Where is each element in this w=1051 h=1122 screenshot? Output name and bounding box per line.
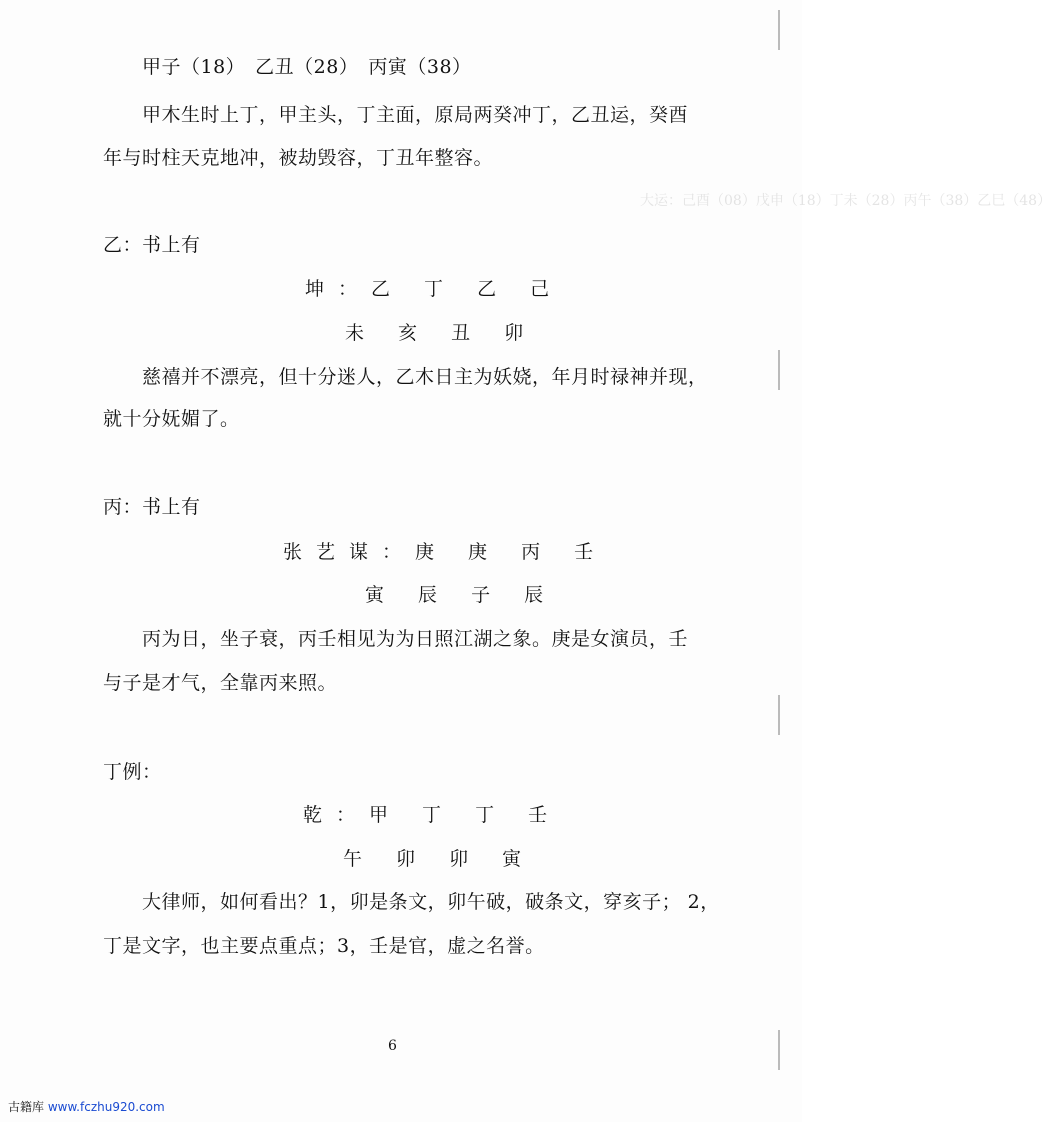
- text-line-9: 丙：书上有: [103, 496, 201, 518]
- text-line-7: 慈禧并不漂亮，但十分迷人，乙木日主为妖娆，年月时禄神并现，: [142, 366, 708, 388]
- bazi-chart-branches-3: 午 卯 卯 寅: [343, 848, 536, 870]
- bazi-chart-branches-1: 未 亥 丑 卯: [345, 322, 538, 344]
- text-line-8: 就十分妩媚了。: [103, 408, 240, 430]
- footer-site: www.fczhu920.com: [47, 1100, 165, 1114]
- text-line-13: 与子是才气，全靠丙来照。: [103, 672, 338, 694]
- text-line-3: 年与时柱天克地冲，被劫毁容，丁丑年整容。: [103, 147, 494, 169]
- text-line-18: 丁是文字，也主要点重点；3，壬是官，虚之名誉。: [103, 935, 545, 957]
- scan-edge-mark: [768, 10, 780, 50]
- page-number: 6: [388, 1038, 397, 1054]
- bazi-chart-stems-3: 乾：甲 丁 丁 壬: [303, 804, 562, 826]
- bazi-chart-stems-1: 坤：乙 丁 乙 己: [305, 278, 564, 300]
- scan-edge-mark: [768, 350, 780, 390]
- text-line-2: 甲木生时上丁，甲主头，丁主面，原局两癸冲丁，乙丑运，癸酉: [142, 104, 689, 126]
- scan-edge-mark: [768, 1030, 780, 1070]
- footer-watermark: [8, 1098, 165, 1115]
- text-line-17: 大律师，如何看出？1，卯是条文，卯午破，破条文，穿亥子； 2，: [142, 891, 720, 913]
- bleed-through-text: 大运：己酉（08）戊申（18）丁未（28）丙午（38）乙巳（48）: [640, 193, 1051, 209]
- text-line-14: 丁例：: [103, 761, 162, 783]
- footer-label: 古籍库: [8, 1100, 45, 1114]
- text-line-4: 乙：书上有: [103, 234, 201, 256]
- scan-edge-mark: [768, 695, 780, 735]
- text-line-12: 丙为日，坐子衰，丙壬相见为为日照江湖之象。庚是女演员，壬: [142, 628, 689, 650]
- bazi-chart-branches-2: 寅 辰 子 辰: [365, 584, 558, 606]
- text-line-1: 甲子（18） 乙丑（28） 丙寅（38）: [142, 56, 472, 78]
- bazi-chart-stems-2: 张艺谋：庚 庚 丙 壬: [283, 541, 608, 563]
